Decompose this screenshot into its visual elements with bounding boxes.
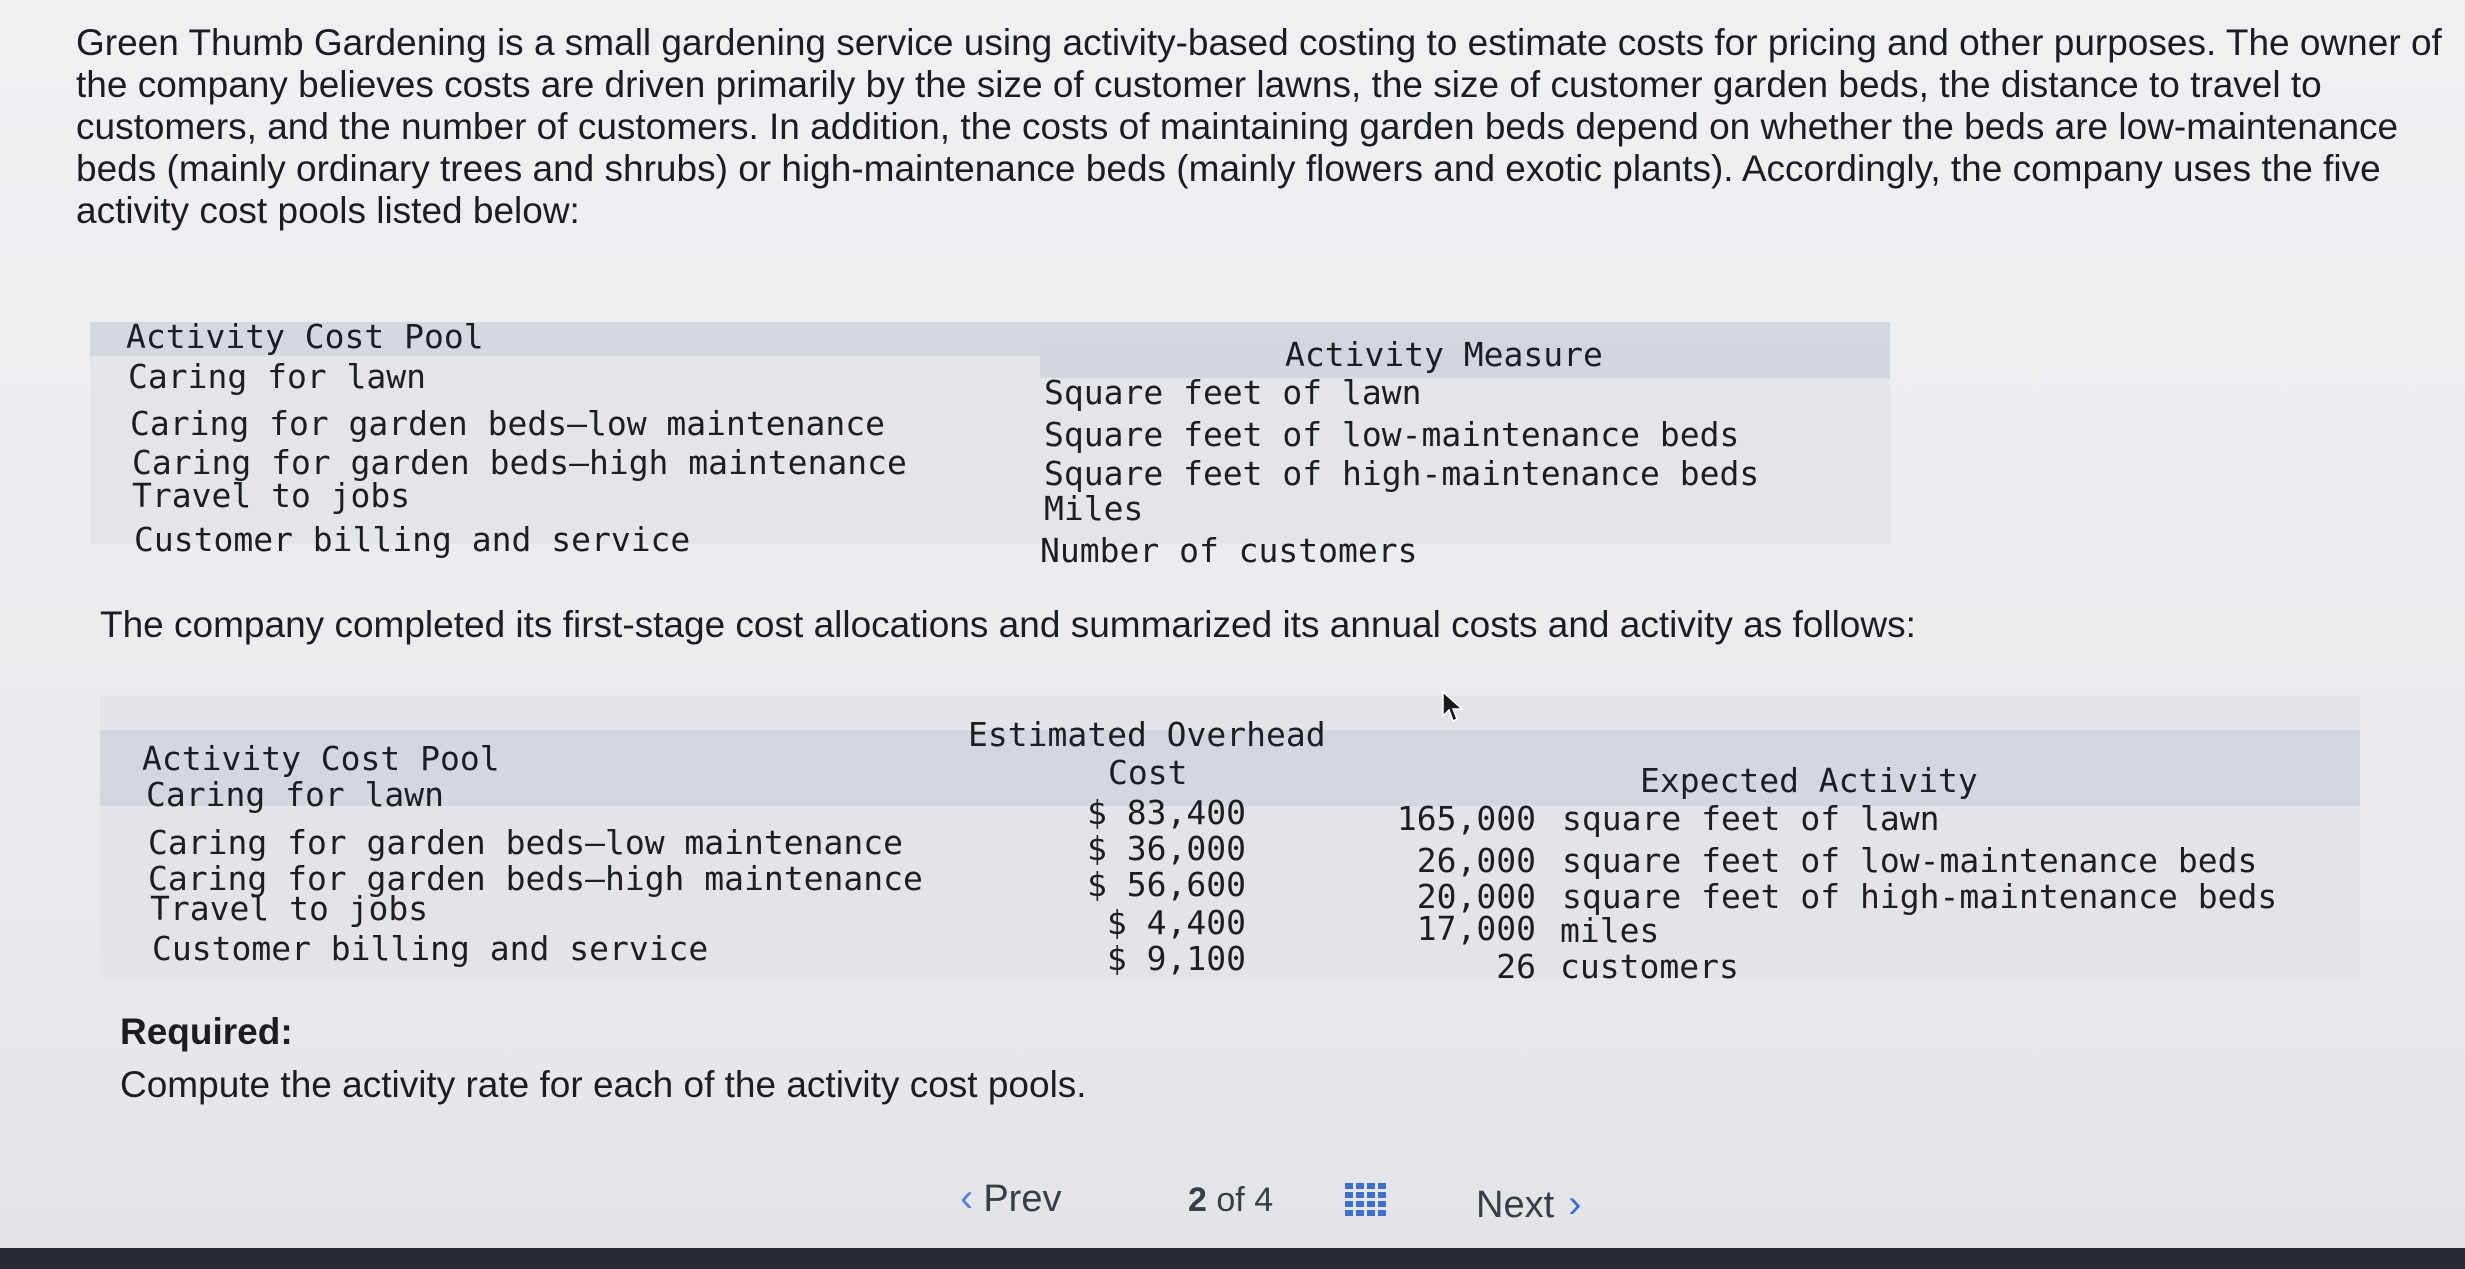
- t2-row-unit: square feet of high-maintenance beds: [1562, 877, 2278, 916]
- next-label: Next: [1476, 1184, 1555, 1226]
- t2-row-qty: 20,000: [1416, 877, 1536, 916]
- t2-row-pool: Caring for lawn: [146, 775, 445, 814]
- t2-header-pool: Activity Cost Pool: [142, 739, 500, 778]
- t1-row-measure: Number of customers: [1040, 531, 1418, 570]
- t2-row-cost: $ 9,100: [1106, 939, 1246, 978]
- t2-row-qty: 17,000: [1416, 909, 1536, 948]
- t1-header-measure: Activity Measure: [1285, 335, 1603, 374]
- t1-row-measure: Square feet of low-maintenance beds: [1044, 415, 1740, 454]
- t1-row-pool: Customer billing and service: [134, 520, 691, 559]
- chevron-left-icon: ‹: [960, 1176, 974, 1220]
- mouse-pointer-icon: [1440, 690, 1466, 724]
- t1-row-measure: Square feet of lawn: [1044, 373, 1422, 412]
- grid-icon[interactable]: [1345, 1183, 1387, 1219]
- t1-header-pool: Activity Cost Pool: [126, 317, 484, 356]
- t2-header-cost-line1: Estimated Overhead: [968, 715, 1326, 754]
- t2-row-unit: square feet of low-maintenance beds: [1562, 841, 2258, 880]
- t2-row-cost: $ 56,600: [1087, 865, 1246, 904]
- t1-row-pool: Travel to jobs: [132, 476, 411, 515]
- t2-row-pool: Caring for garden beds–high maintenance: [148, 859, 923, 898]
- next-button[interactable]: [1476, 1182, 1581, 1227]
- prev-label: Prev: [983, 1178, 1062, 1220]
- t1-row-measure: Square feet of high-maintenance beds: [1044, 454, 1760, 493]
- t2-row-pool: Customer billing and service: [152, 929, 709, 968]
- t1-row-pool: Caring for lawn: [128, 357, 427, 396]
- problem-intro: Green Thumb Gardening is a small gardening service using activity-based costing to estimate costs for pricing and other purposes. The owner of the company believes costs are driven primarily by the size of customer lawns, the size of customer garden beds, the distance to travel to customers, and the number of customers. In addition, the costs of maintaining garden beds depend on whether the beds are low-maintenance beds (mainly ordinary trees and shrubs) or high-maintenance beds (mainly flowers and exotic plants). Accordingly, the company uses the five activity cost pools listed below:: [76, 22, 2442, 231]
- t2-row-unit: square feet of lawn: [1562, 799, 1940, 838]
- t2-row-unit: customers: [1560, 947, 1739, 986]
- required-text: Compute the activity rate for each of the activity cost pools.: [120, 1064, 1087, 1105]
- prev-button[interactable]: [960, 1176, 1061, 1221]
- t2-row-qty: 26: [1496, 947, 1536, 986]
- total-pages: 4: [1254, 1181, 1274, 1219]
- screen-bezel: [0, 1248, 2465, 1269]
- t2-row-qty: 165,000: [1396, 799, 1536, 838]
- t2-header-activity: Expected Activity: [1640, 761, 1978, 800]
- t2-row-cost: $ 83,400: [1087, 793, 1246, 832]
- t2-row-unit: miles: [1560, 911, 1660, 950]
- of-label: of: [1216, 1181, 1245, 1219]
- t1-row-pool: Caring for garden beds–high maintenance: [132, 443, 907, 482]
- t1-row-measure: Miles: [1044, 489, 1144, 528]
- required-label: Required:: [120, 1011, 293, 1052]
- t1-row-pool: Caring for garden beds–low maintenance: [130, 404, 885, 443]
- t2-row-cost: $ 4,400: [1106, 903, 1246, 942]
- page-indicator: [1188, 1180, 1273, 1220]
- summary-intro: The company completed its first-stage cost allocations and summarized its annual costs and activity as follows:: [100, 604, 1916, 645]
- chevron-right-icon: ›: [1568, 1182, 1582, 1226]
- current-page: 2: [1188, 1181, 1207, 1219]
- t2-row-pool: Caring for garden beds–low maintenance: [148, 823, 903, 862]
- t2-row-pool: Travel to jobs: [150, 889, 429, 928]
- t2-row-qty: 26,000: [1416, 841, 1536, 880]
- t2-row-cost: $ 36,000: [1087, 829, 1246, 868]
- t2-header-cost-line2: Cost: [1108, 753, 1188, 792]
